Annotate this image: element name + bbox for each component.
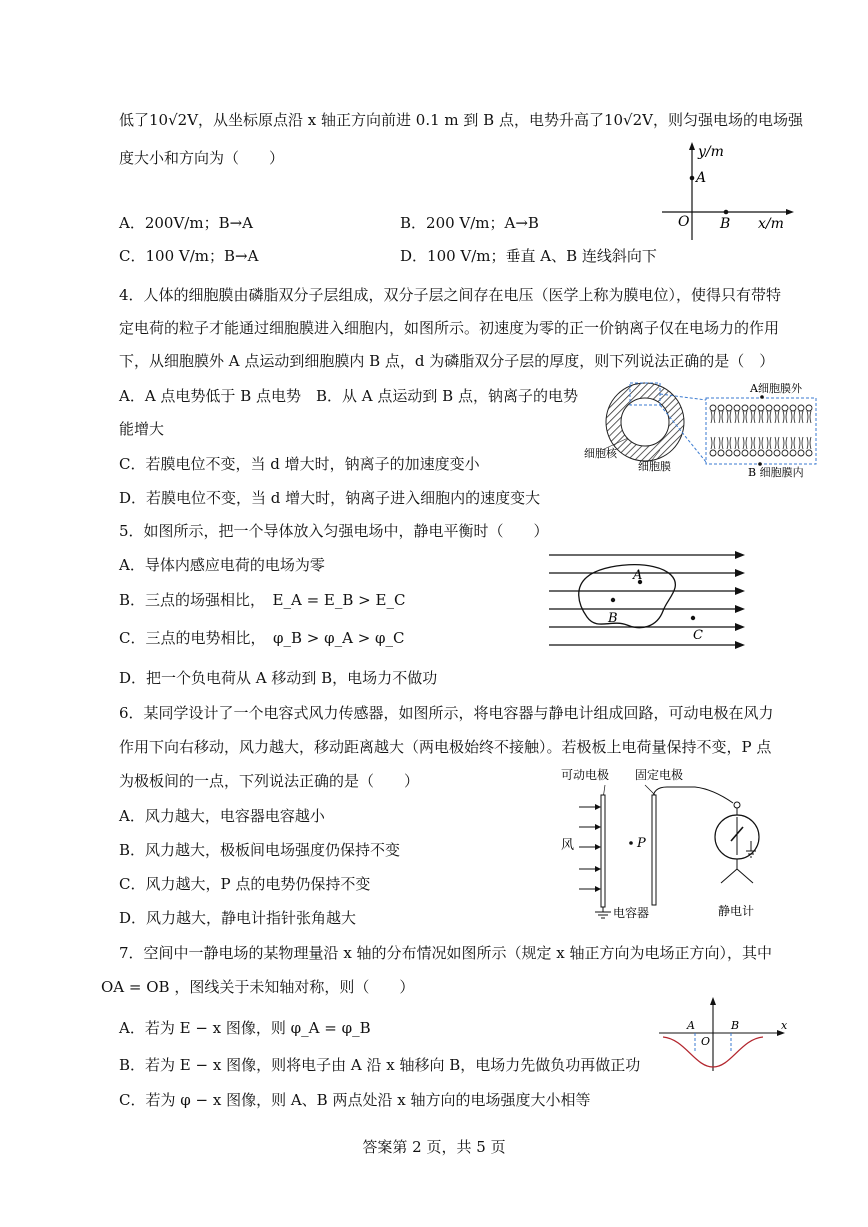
q7-line1: 7．空间中一静电场的某物理量沿 x 轴的分布情况如图所示（规定 x 轴正方向为电场正方向），其中 — [119, 944, 773, 962]
q3-line2: 度大小和方向为（ ） — [119, 149, 285, 167]
page-footer: 答案第 2 页，共 5 页 — [362, 1138, 506, 1156]
q4-fig-nucleus-label: 细胞核 — [584, 447, 617, 460]
q7-fig-o: O — [701, 1035, 711, 1048]
q7-fig-a: A — [687, 1019, 695, 1032]
q5-fig-a: A — [633, 568, 643, 583]
q3-line1: 低了10√2V，从坐标原点沿 x 轴正方向前进 0.1 m 到 B 点，电势升高了10√2V，则匀强电场的电场强 — [119, 111, 803, 129]
q4-fig-outside-label: A细胞膜外 — [750, 382, 802, 395]
q5-line1: 5．如图所示，把一个导体放入匀强电场中，静电平衡时（ ） — [119, 522, 549, 540]
q5-option-a: A．导体内感应电荷的电场为零 — [119, 556, 325, 574]
q6-line1: 6．某同学设计了一个电容式风力传感器，如图所示，将电容器与静电计组成回路，可动电极在风力 — [119, 704, 774, 722]
q7-graph-figure — [655, 995, 795, 1075]
q4-option-ab: A．A 点电势低于 B 点电势 B．从 A 点运动到 B 点，钠离子的电势 — [119, 387, 578, 405]
q4-option-c: C．若膜电位不变，当 d 增大时，钠离子的加速度变小 — [119, 455, 480, 473]
q6-line2: 作用下向右移动，风力越大，移动距离越大（两电极始终不接触）。若极板上电荷量保持不变，P 点 — [119, 738, 772, 756]
q3-fig-a: A — [696, 170, 707, 186]
q5-conductor-field-figure — [545, 545, 750, 655]
q4-line1: 4．人体的细胞膜由磷脂双分子层组成，双分子层之间存在电压（医学上称为膜电位），使得只有带特 — [119, 286, 782, 304]
q5-option-d: D．把一个负电荷从 A 移动到 B，电场力不做功 — [119, 669, 438, 687]
q7-fig-b: B — [731, 1019, 740, 1032]
q3-option-d: D．100 V/m；垂直 A、B 连线斜向下 — [400, 247, 657, 265]
q4-fig-inside-label: B 细胞膜内 — [748, 466, 804, 479]
q5-fig-b: B — [608, 611, 618, 626]
q3-fig-x-label: x/m — [758, 216, 784, 232]
q4-option-d: D．若膜电位不变，当 d 增大时，钠离子进入细胞内的速度变大 — [119, 489, 541, 507]
q3-fig-o: O — [678, 214, 690, 230]
q6-option-d: D．风力越大，静电计指针张角越大 — [119, 909, 357, 927]
q7-fig-x: x — [781, 1019, 788, 1032]
q3-option-b: B．200 V/m；A→B — [400, 214, 539, 232]
q6-fig-wind-label: 风 — [561, 838, 575, 853]
q6-option-c: C．风力越大，P 点的电势仍保持不变 — [119, 875, 371, 893]
q5-option-b: B．三点的场强相比， E_A = E_B > E_C — [119, 591, 406, 609]
q7-line2: OA = OB ，图线关于未知轴对称，则（ ） — [101, 978, 415, 996]
q4-line3: 下，从细胞膜外 A 点运动到细胞膜内 B 点，d 为磷脂双分子层的厚度，则下列说法正确的是（ ） — [119, 352, 775, 370]
q7-option-c: C．若为 φ − x 图像，则 A、B 两点处沿 x 轴方向的电场强度大小相等 — [119, 1091, 591, 1109]
q6-fig-capacitor-label: 电容器 — [613, 906, 650, 920]
q7-option-a: A．若为 E − x 图像，则 φ_A = φ_B — [119, 1019, 371, 1037]
q3-option-c: C．100 V/m；B→A — [119, 247, 259, 265]
q4-fig-membrane-label: 细胞膜 — [638, 460, 671, 473]
q4-line2: 定电荷的粒子才能通过细胞膜进入细胞内，如图所示。初速度为零的正一价钠离子仅在电场力的作用 — [119, 319, 780, 337]
q6-fig-electrometer-label: 静电计 — [718, 904, 755, 918]
q7-option-b: B．若为 E − x 图像，则将电子由 A 沿 x 轴移向 B，电场力先做负功再做正功 — [119, 1056, 641, 1074]
q6-option-a: A．风力越大，电容器电容越小 — [119, 807, 325, 825]
q6-line3: 为极板间的一点，下列说法正确的是（ ） — [119, 772, 420, 790]
q4-option-b-cont: 能增大 — [119, 420, 165, 438]
q4-cell-membrane-figure — [580, 380, 820, 480]
q3-fig-y-label: y/m — [698, 144, 724, 160]
q6-fig-fixed-label: 固定电极 — [635, 768, 684, 782]
q3-coordinate-figure — [650, 140, 800, 250]
q6-option-b: B．风力越大，极板间电场强度仍保持不变 — [119, 841, 401, 859]
q5-option-c: C．三点的电势相比， φ_B > φ_A > φ_C — [119, 629, 405, 647]
q5-fig-c: C — [693, 628, 703, 643]
q3-fig-b: B — [720, 216, 731, 232]
q3-option-a: A．200V/m；B→A — [119, 214, 253, 232]
q6-fig-movable-label: 可动电极 — [561, 768, 610, 782]
q6-wind-sensor-figure — [555, 765, 775, 925]
q6-fig-p-label: P — [637, 836, 646, 851]
